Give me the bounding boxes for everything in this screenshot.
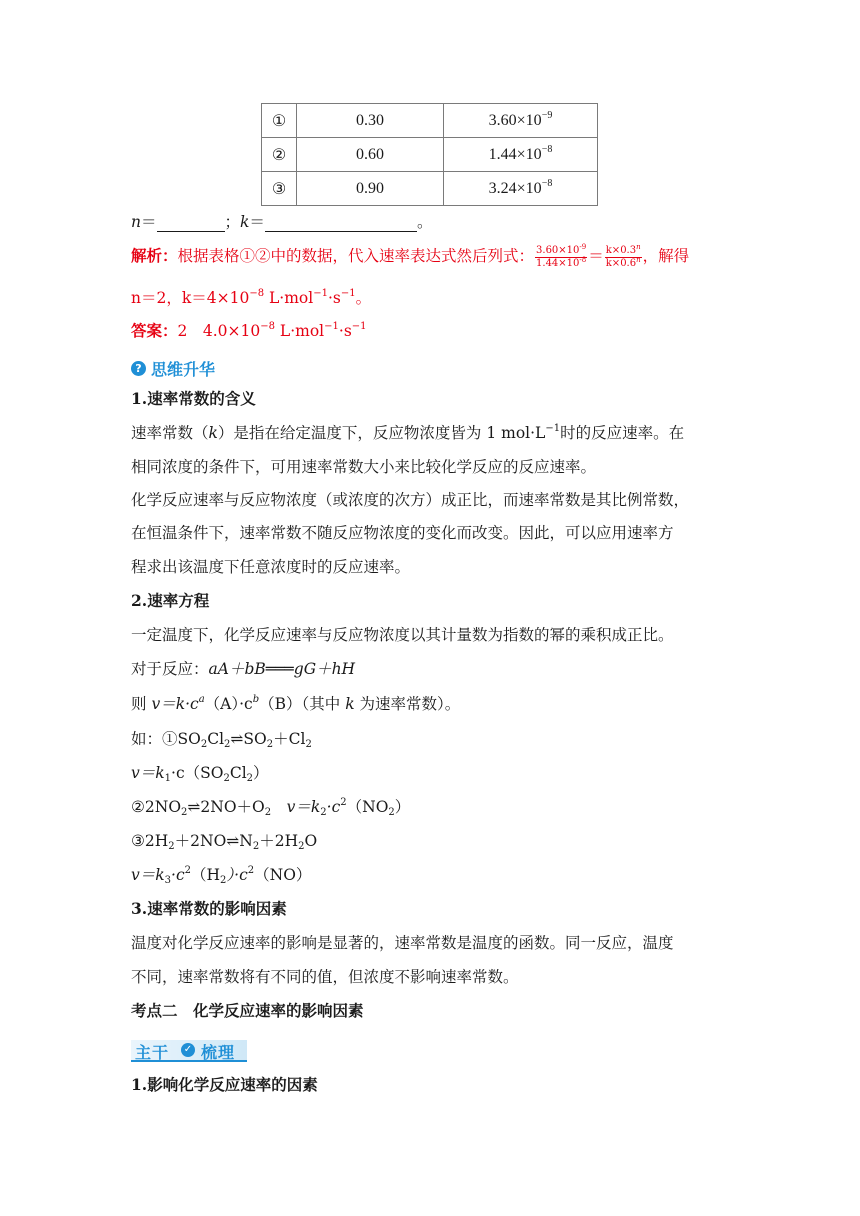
- n-answer-blank[interactable]: [157, 215, 225, 232]
- rate-cell: $1.44\times 10^{-8}$: [444, 138, 598, 172]
- section-4-title: 1.影响化学反应速率的因素: [131, 1075, 318, 1094]
- rate-cell: $3.24\times 10^{-8}$: [444, 172, 598, 206]
- concentration-cell: 0.30: [297, 104, 444, 138]
- example-3-rate: $v=k_3\cdot c^2(H_2)\cdot c^2(NO)$: [131, 865, 312, 886]
- table-row: [262, 138, 598, 172]
- reaction-general: 对于反应：aA＋bB═══gG＋hH: [131, 660, 356, 678]
- table-row: [262, 104, 598, 138]
- question-line: n＝ ；k＝ 。: [131, 213, 433, 231]
- thinking-header: ? 思维升华: [131, 357, 215, 380]
- section-2-title: 2.速率方程: [131, 591, 210, 610]
- concentration-cell: 0.60: [297, 138, 444, 172]
- section-3-title: 3.速率常数的影响因素: [131, 899, 287, 918]
- analysis-line-1: 解析：根据表格①②中的数据，代入速率表达式然后列式： $\frac{3.60\times 10^{-9}}{1.44\times 10^{-8}}$ ＝ $\frac{k\times 0.3^n}{k\times 0.6^n}$ ，解得: [131, 242, 690, 269]
- section-1-title: 1.速率常数的含义: [131, 389, 256, 408]
- paragraph: 相同浓度的条件下，可用速率常数大小来比较化学反应的反应速率。: [131, 458, 597, 476]
- answer-line: 答案：2 $4.0\times 10^{-8}$ $L\cdot mol^{-1}\cdot s^{-1}$: [131, 321, 367, 340]
- paragraph: 程求出该温度下任意浓度时的反应速率。: [131, 558, 411, 576]
- paragraph: 温度对化学反应速率的影响是显著的，速率常数是温度的函数。同一反应，温度: [131, 934, 674, 952]
- answer-label: 答案：: [131, 321, 178, 340]
- main-review-banner: 主干 ✓ 梳理: [131, 1038, 247, 1062]
- table-row: [262, 172, 598, 206]
- example-1-rate: $v=k_1\cdot c(SO_2Cl_2)$: [131, 764, 269, 784]
- analysis-line-2: n＝2，$k=4\times 10^{-8}$ $L\cdot mol^{-1}\cdot s^{-1}$。: [131, 288, 372, 307]
- concentration-cell: 0.90: [297, 172, 444, 206]
- rate-cell: $3.60\times 10^{-9}$: [444, 104, 598, 138]
- paragraph: 一定温度下，化学反应速率与反应物浓度以其计量数为指数的幂的乘积成正比。: [131, 626, 674, 644]
- paragraph: 速率常数（k）是指在给定温度下，反应物浓度皆为 1 $mol\cdot L^{-1}$时的反应速率。在: [131, 423, 685, 442]
- example-3-reaction: $③2H_2+2NO\rightleftharpoons N_2+2H_2O$: [131, 832, 318, 852]
- fraction-expression: $\frac{k\times 0.3^n}{k\times 0.6^n}$: [605, 242, 641, 269]
- rate-data-table: [261, 103, 598, 206]
- row-number: ③: [262, 172, 297, 206]
- analysis-label: 解析：: [131, 246, 178, 265]
- paragraph: 化学反应速率与反应物浓度（或浓度的次方）成正比，而速率常数是其比例常数，: [131, 491, 690, 509]
- example-2: $②2NO_2\rightleftharpoons 2NO+O_2$ $v=k_2\cdot c^2(NO_2)$: [131, 797, 411, 818]
- rate-equation-general: 则 $v=k\cdot c^a(A)\cdot c^b(B)$（其中 k 为速率常数）。: [131, 694, 461, 713]
- row-number: ②: [262, 138, 297, 172]
- paragraph: 不同，速率常数将有不同的值，但浓度不影响速率常数。: [131, 968, 519, 986]
- check-icon: ✓: [181, 1043, 195, 1057]
- question-bubble-icon: ?: [131, 361, 146, 376]
- k-answer-blank[interactable]: [265, 215, 417, 232]
- example-1-reaction: 如：$①SO_2Cl_2\rightleftharpoons SO_2+Cl_2$: [131, 730, 312, 750]
- row-number: ①: [262, 104, 297, 138]
- fraction-rates: $\frac{3.60\times 10^{-9}}{1.44\times 10^{-8}}$: [536, 242, 587, 269]
- paragraph: 在恒温条件下，速率常数不随反应物浓度的变化而改变。因此，可以应用速率方: [131, 524, 674, 542]
- kaodian-heading: 考点二 化学反应速率的影响因素: [131, 1001, 364, 1020]
